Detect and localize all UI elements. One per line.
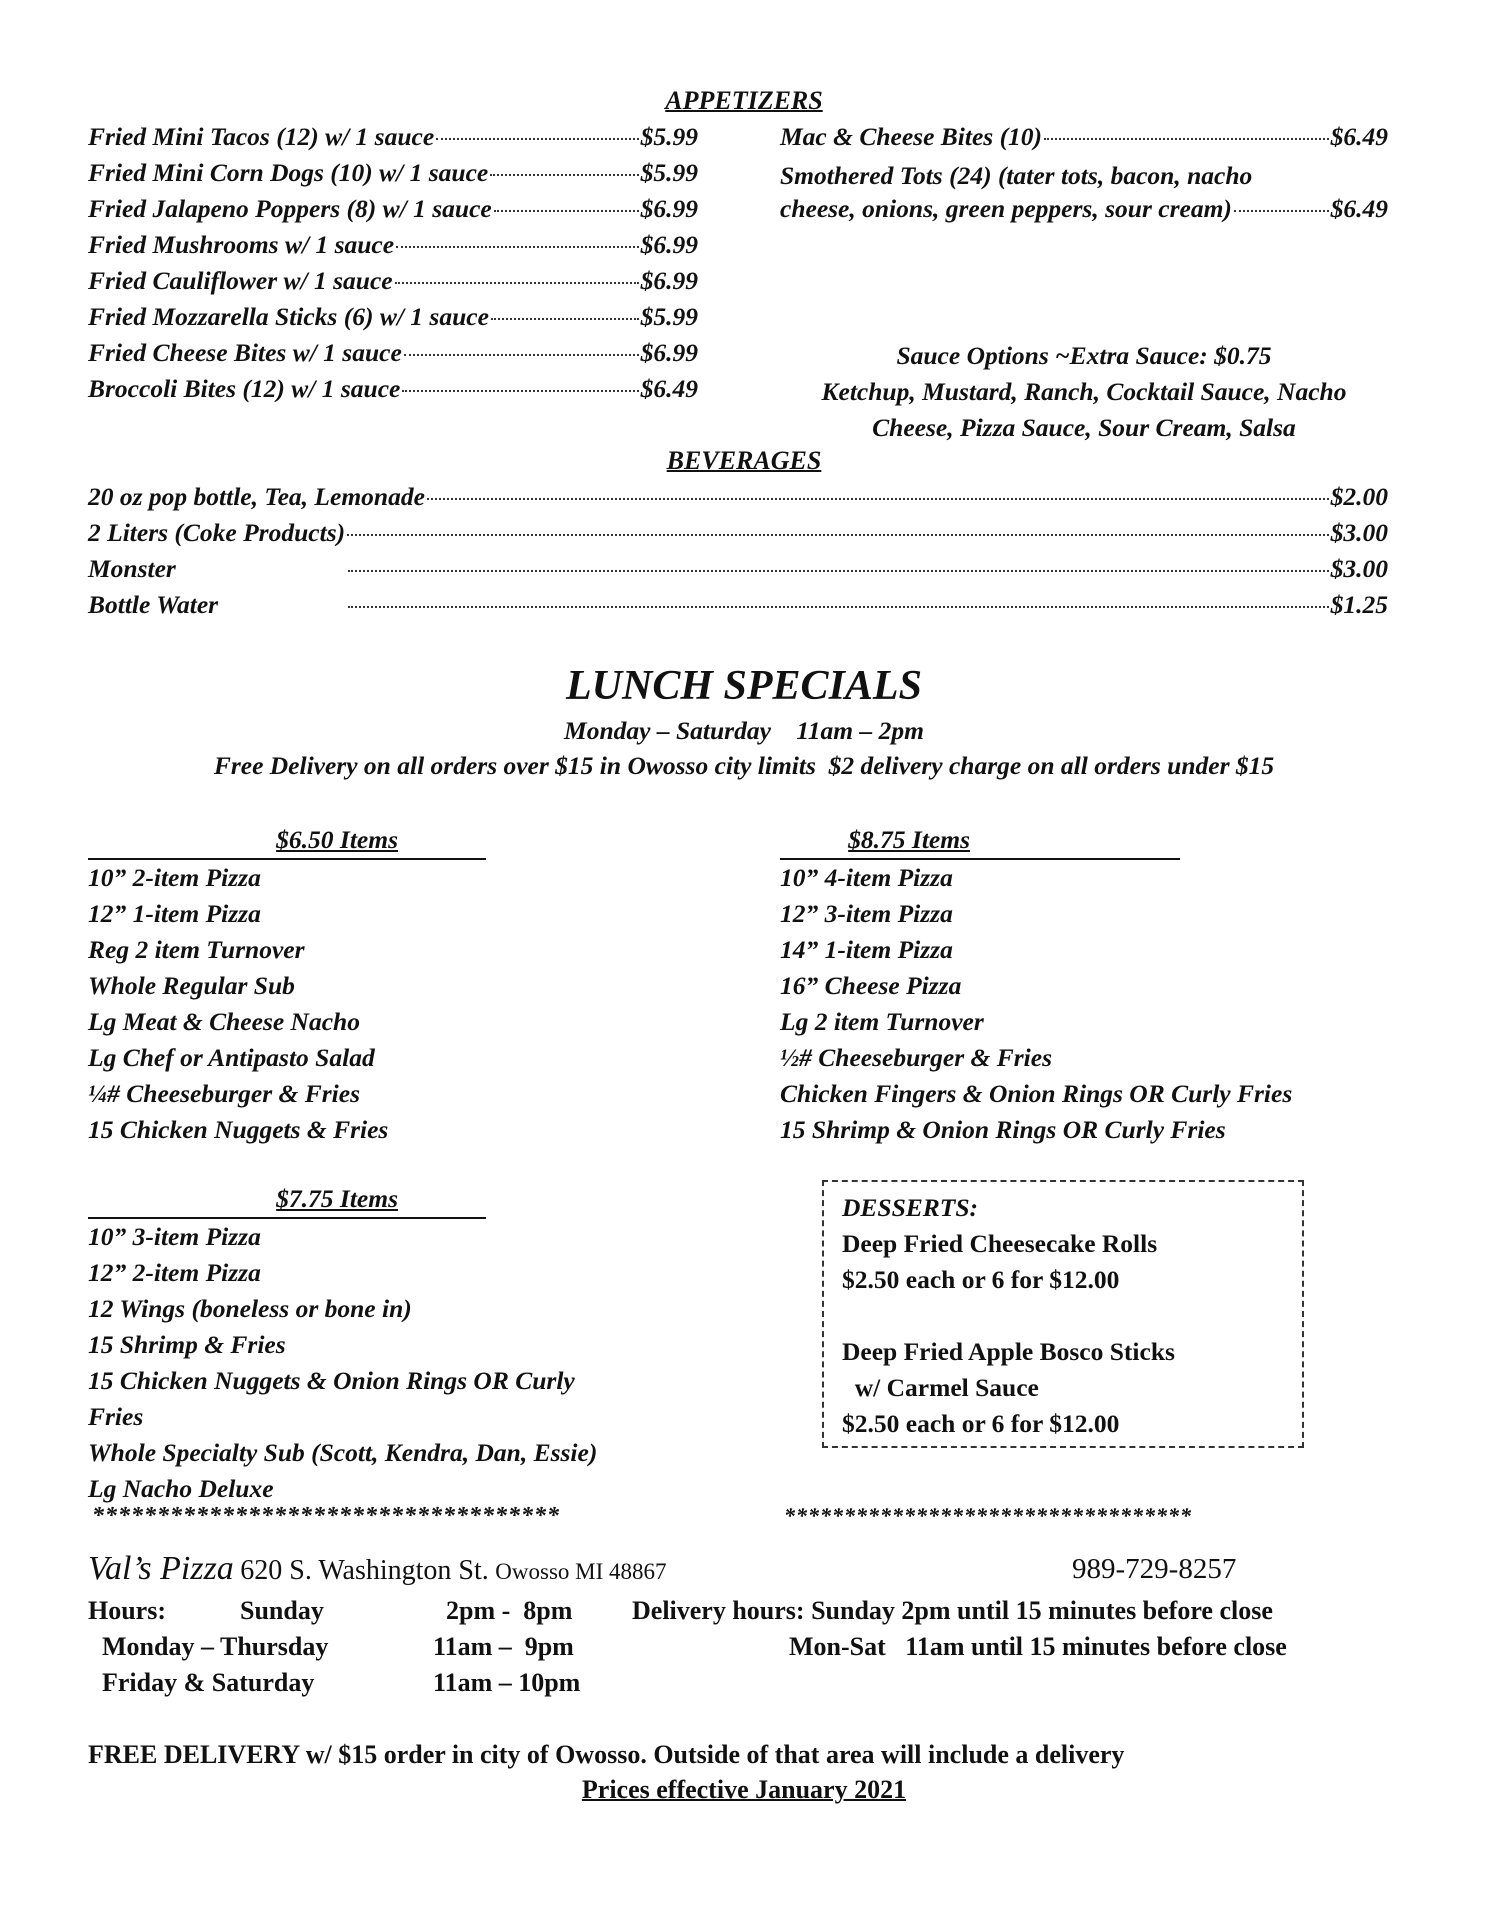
- desserts-title: DESSERTS:: [842, 1193, 979, 1222]
- sauce-options-list: Cheese, Pizza Sauce, Sour Cream, Salsa: [872, 413, 1296, 442]
- lunch-item: Lg 2 item Turnover: [780, 1007, 984, 1036]
- lunch-item: 12” 3-item Pizza: [780, 899, 953, 928]
- group-title: $8.75 Items: [848, 825, 970, 854]
- lunch-delivery-note: Free Delivery on all orders over $15 in Owosso city limits $2 delivery charge on all orders under $15: [213, 751, 1275, 780]
- beverage-item: Bottle Water $1.25: [88, 590, 1388, 619]
- group-650: [88, 822, 486, 1148]
- hours-day: Friday & Saturday: [102, 1668, 315, 1697]
- appetizers-heading: APPETIZERS: [665, 86, 823, 115]
- lunch-hours: Monday – Saturday 11am – 2pm: [564, 716, 924, 745]
- hours-time: 11am – 9pm: [433, 1632, 574, 1661]
- lunch-item: Reg 2 item Turnover: [88, 935, 305, 964]
- hours-label: Hours:: [88, 1596, 166, 1625]
- dessert-line: Deep Fried Apple Bosco Sticks: [842, 1337, 1175, 1366]
- lunch-item: Lg Chef or Antipasto Salad: [88, 1043, 375, 1072]
- menu-item-price: $5.99: [640, 158, 698, 187]
- lunch-item: 16” Cheese Pizza: [780, 971, 962, 1000]
- lunch-item: Fries: [88, 1402, 144, 1431]
- group-775: [88, 1181, 598, 1507]
- menu-item: [88, 122, 698, 158]
- lunch-item: 12” 2-item Pizza: [88, 1258, 261, 1287]
- sauce-options-title: Sauce Options ~Extra Sauce: $0.75: [896, 341, 1272, 370]
- lunch-item: 12 Wings (boneless or bone in): [88, 1294, 412, 1323]
- lunch-item: ¼# Cheeseburger & Fries: [88, 1079, 361, 1108]
- menu-item-price: $6.99: [640, 266, 698, 295]
- appetizers-left-column: [88, 122, 698, 410]
- menu-item-name: Fried Mini Tacos (12) w/ 1 sauce: [88, 122, 435, 151]
- group-title: $6.50 Items: [276, 825, 398, 854]
- menu-item-text: Smothered Tots (24) (tater tots, bacon, nacho: [780, 161, 1253, 190]
- menu-item-price: $5.99: [640, 302, 698, 331]
- menu-item: [88, 230, 698, 266]
- menu-item-name: Broccoli Bites (12) w/ 1 sauce: [88, 374, 401, 403]
- beverage-item: 2 Liters (Coke Products) $3.00: [88, 518, 1388, 547]
- appetizers-right-column: [780, 122, 1388, 446]
- menu-item-name: Fried Cauliflower w/ 1 sauce: [88, 266, 393, 295]
- delivery-hours: Delivery hours: Sunday 2pm until 15 minutes before close: [632, 1596, 1273, 1625]
- menu-item: [88, 266, 698, 302]
- menu-item-price: $6.49: [640, 374, 698, 403]
- lunch-item: 15 Chicken Nuggets & Onion Rings OR Curly: [88, 1366, 575, 1395]
- phone-number: 989-729-8257: [1072, 1553, 1237, 1585]
- lunch-item: Chicken Fingers & Onion Rings OR Curly Fries: [780, 1079, 1293, 1108]
- lunch-item: Whole Regular Sub: [88, 971, 295, 1000]
- lunch-item: 15 Shrimp & Onion Rings OR Curly Fries: [780, 1115, 1226, 1144]
- delivery-hours: Mon-Sat 11am until 15 minutes before close: [789, 1632, 1287, 1661]
- lunch-item: Whole Specialty Sub (Scott, Kendra, Dan, Essie): [88, 1438, 598, 1467]
- hours-day: Monday – Thursday: [102, 1632, 329, 1661]
- menu-item: cheese, onions, green peppers, sour cream) $6.49: [780, 194, 1388, 223]
- menu-item-price: $6.99: [640, 338, 698, 367]
- group-875: [780, 822, 1293, 1148]
- free-delivery-note: FREE DELIVERY w/ $15 order in city of Owosso. Outside of that area will include a delivery: [88, 1740, 1125, 1769]
- menu-item-name: Fried Mozzarella Sticks (6) w/ 1 sauce: [88, 302, 489, 331]
- street: 620 S. Washington St.: [240, 1555, 489, 1586]
- lunch-item: ½# Cheeseburger & Fries: [780, 1043, 1053, 1072]
- menu-item-name: Fried Mini Corn Dogs (10) w/ 1 sauce: [88, 158, 489, 187]
- menu-item: [88, 338, 698, 374]
- sauce-options-list: Ketchup, Mustard, Ranch, Cocktail Sauce, Nacho: [821, 377, 1347, 406]
- lunch-item: 15 Chicken Nuggets & Fries: [88, 1115, 389, 1144]
- hours-time: 2pm - 8pm: [446, 1596, 573, 1625]
- menu-item-name: Fried Mushrooms w/ 1 sauce: [88, 230, 395, 259]
- group-heading: [780, 822, 1180, 860]
- hours-time: 11am – 10pm: [433, 1668, 581, 1697]
- lunch-item: Lg Meat & Cheese Nacho: [88, 1007, 360, 1036]
- lunch-item: Lg Nacho Deluxe: [88, 1474, 274, 1503]
- group-heading: [88, 1181, 486, 1219]
- separator-stars: **********************************: [784, 1503, 1192, 1528]
- menu-item-name: Fried Cheese Bites w/ 1 sauce: [88, 338, 402, 367]
- lunch-item: 10” 4-item Pizza: [780, 863, 953, 892]
- restaurant-address: [88, 1550, 667, 1588]
- dessert-line: Deep Fried Cheesecake Rolls: [842, 1229, 1158, 1258]
- dessert-line: $2.50 each or 6 for $12.00: [842, 1409, 1120, 1438]
- lunch-item: 14” 1-item Pizza: [780, 935, 953, 964]
- prices-effective: Prices effective January 2021: [581, 1775, 907, 1804]
- menu-item-price: $5.99: [640, 122, 698, 151]
- hours-day: Sunday: [240, 1596, 324, 1625]
- lunch-item: 12” 1-item Pizza: [88, 899, 261, 928]
- group-title: $7.75 Items: [276, 1184, 398, 1213]
- beverages-heading: BEVERAGES: [666, 446, 822, 475]
- menu-item: Mac & Cheese Bites (10) $6.49: [780, 122, 1388, 151]
- separator-stars: ************************************: [92, 1503, 560, 1529]
- menu-item-price: $6.99: [640, 230, 698, 259]
- restaurant-name: Val’s Pizza: [88, 1550, 234, 1587]
- desserts-box: [822, 1180, 1304, 1448]
- menu-item: [88, 158, 698, 194]
- lunch-item: 10” 3-item Pizza: [88, 1222, 261, 1251]
- menu-item-name: Fried Jalapeno Poppers (8) w/ 1 sauce: [88, 194, 492, 223]
- lunch-specials-title: LUNCH SPECIALS: [566, 663, 922, 709]
- menu-item: [88, 194, 698, 230]
- dessert-line: w/ Carmel Sauce: [842, 1373, 1039, 1402]
- group-heading: [88, 822, 486, 860]
- lunch-item: 10” 2-item Pizza: [88, 863, 261, 892]
- beverage-item: Monster $3.00: [88, 554, 1388, 583]
- beverages-list: [88, 482, 1388, 626]
- dessert-line: $2.50 each or 6 for $12.00: [842, 1265, 1120, 1294]
- dessert-line: [842, 1298, 1302, 1334]
- beverage-item: 20 oz pop bottle, Tea, Lemonade $2.00: [88, 482, 1388, 511]
- menu-item: [88, 374, 698, 410]
- menu-item-price: $6.99: [640, 194, 698, 223]
- lunch-item: 15 Shrimp & Fries: [88, 1330, 286, 1359]
- city: Owosso MI 48867: [495, 1559, 667, 1584]
- menu-item: [88, 302, 698, 338]
